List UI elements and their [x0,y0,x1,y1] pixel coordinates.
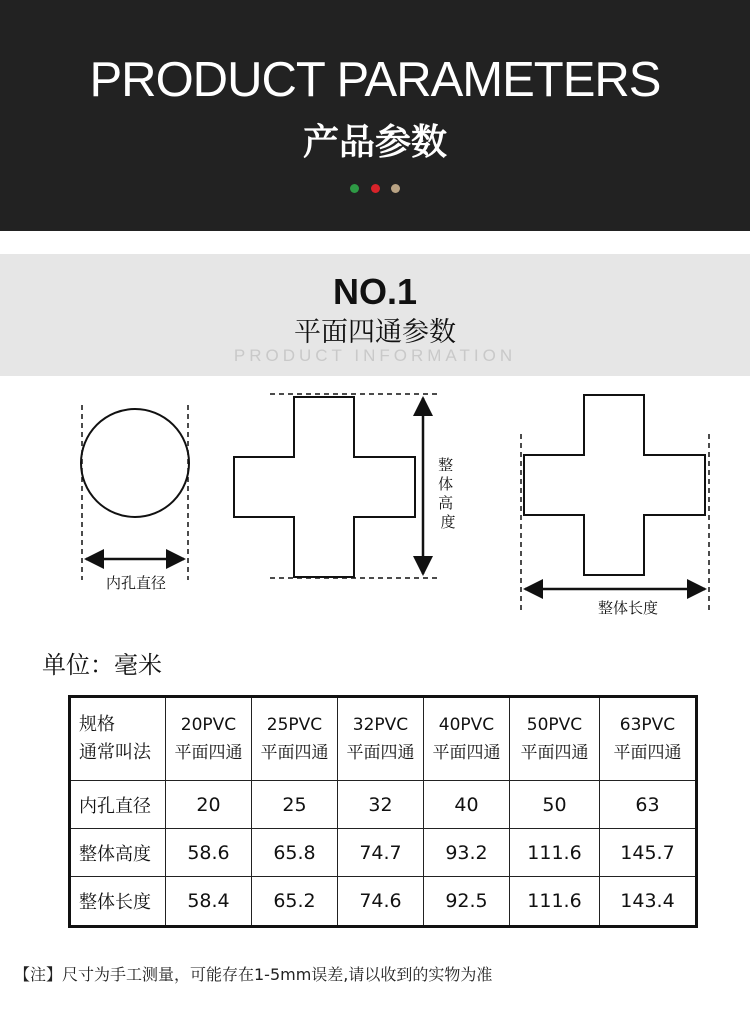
column-spec: 63PVC [619,715,676,735]
column-name: 平面四通 [520,743,589,763]
column-name: 平面四通 [346,743,415,763]
table-row [70,877,697,927]
table-cell: 58.6 [166,829,252,877]
section-number: NO.1 [332,271,418,312]
table-cell: 111.6 [510,829,600,877]
column-spec: 50PVC [526,715,583,735]
table-cell: 63 [600,781,697,829]
page-title: PRODUCT PARAMETERS [89,53,661,107]
table-cell: 143.4 [600,877,697,927]
table-cell: 65.8 [252,829,338,877]
overall-height-char-1: 整 [438,456,454,474]
table-row [70,781,697,829]
header-banner [0,0,750,231]
measurement-note: 【注】尺寸为手工测量，可能存在1-5mm误差,请以收到的实物为准 [14,965,493,984]
table-header-row [70,697,697,781]
table-cell: 145.7 [600,829,697,877]
column-spec: 32PVC [352,715,409,735]
overall-height-char-2: 体 [438,475,454,493]
page-subtitle: 产品参数 [302,122,447,163]
section-title: 平面四通参数 [294,317,456,348]
table-cell: 74.6 [338,877,424,927]
row-label: 整体长度 [70,877,166,927]
column-name: 平面四通 [174,743,243,763]
row-label: 内孔直径 [70,781,166,829]
table-cell: 40 [424,781,510,829]
column-spec: 40PVC [438,715,495,735]
column-header [600,697,697,781]
table-cell: 92.5 [424,877,510,927]
column-header [338,697,424,781]
table-cell: 32 [338,781,424,829]
table-cell: 74.7 [338,829,424,877]
spec-table [68,695,698,928]
table-cell: 93.2 [424,829,510,877]
overall-height-label [438,456,458,531]
column-header [510,697,600,781]
section-subtitle-en: PRODUCT INFORMATION [233,346,517,365]
dimension-diagram [0,385,750,625]
tan-dot [391,184,400,193]
corner-line-name: 通常叫法 [79,742,151,763]
column-name: 平面四通 [613,743,682,763]
table-cell: 58.4 [166,877,252,927]
row-label: 整体高度 [70,829,166,877]
table-cell: 111.6 [510,877,600,927]
overall-length-label: 整体长度 [597,599,659,617]
cross-fitting-height-icon [234,394,440,578]
table-cell: 65.2 [252,877,338,927]
unit-label: 单位：毫米 [42,651,162,679]
column-name: 平面四通 [432,743,501,763]
column-name: 平面四通 [260,743,329,763]
inner-diameter-label: 内孔直径 [105,574,167,592]
table-cell: 50 [510,781,600,829]
table-row [70,829,697,877]
column-header [252,697,338,781]
column-spec: 20PVC [180,715,237,735]
decorative-dots [0,178,750,197]
overall-height-char-4: 度 [440,513,456,531]
table-corner-cell [70,697,166,781]
corner-line-spec: 规格 [79,714,115,735]
overall-height-char-3: 高 [438,494,454,512]
table-cell: 25 [252,781,338,829]
cross-fitting-length-icon [521,395,709,612]
green-dot [350,184,359,193]
pipe-circle-icon [81,405,189,580]
red-dot [371,184,380,193]
column-spec: 25PVC [266,715,323,735]
table-cell: 20 [166,781,252,829]
column-header [166,697,252,781]
column-header [424,697,510,781]
